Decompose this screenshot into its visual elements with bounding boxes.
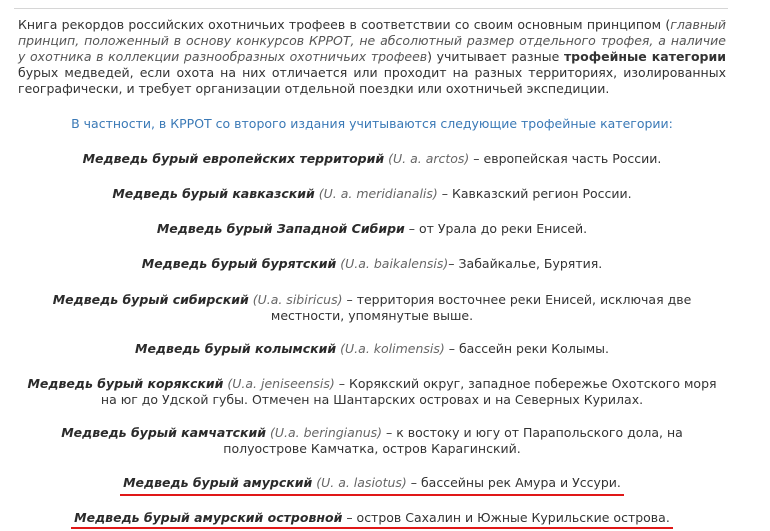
category-latin: (U.a. beringianus) <box>269 425 383 440</box>
category-item <box>18 221 726 237</box>
category-item <box>18 425 726 457</box>
category-latin: (U. a. arctos) <box>388 151 470 166</box>
intro-text-2: ) учитывает разные <box>427 49 564 64</box>
highlighted-line <box>123 475 621 491</box>
red-underline <box>71 527 673 529</box>
category-item <box>18 151 726 167</box>
category-latin: (U.a. kolimensis) <box>340 341 445 356</box>
category-desc: – бассейн реки Колымы. <box>444 341 609 356</box>
category-desc: – к востоку и югу от Парапольского дола, на полуострове Камчатка, остров Карагинский. <box>223 425 683 456</box>
intro-paragraph <box>18 17 726 97</box>
category-desc: – европейская часть России. <box>469 151 662 166</box>
intro-bold: трофейные категории <box>563 49 727 64</box>
category-name: Медведь бурый сибирский <box>52 292 249 307</box>
intro-text-1: Книга рекордов российских охотничьих трофеев в соответствии со своим основным принципом ( <box>18 17 671 32</box>
category-desc: – Забайкалье, Бурятия. <box>448 256 603 271</box>
category-name: Медведь бурый европейских территорий <box>82 151 385 166</box>
category-name: Медведь бурый камчатский <box>61 425 266 440</box>
category-desc: – остров Сахалин и Южные Курильские острова. <box>342 510 670 525</box>
category-desc: – Корякский округ, западное побережье Охотского моря на юг до Удской губы. Отмечен на Шантарских островах и на Северных Курилах. <box>100 376 717 407</box>
category-name: Медведь бурый Западной Сибири <box>156 221 405 236</box>
category-desc: – территория восточнее реки Енисей, исключая две местности, упомянутые выше. <box>270 292 692 323</box>
category-desc: – Кавказский регион России. <box>437 186 632 201</box>
category-latin: (U.a. jeniseensis) <box>227 376 335 391</box>
category-name: Медведь бурый кавказский <box>112 186 315 201</box>
top-divider <box>14 8 728 9</box>
category-name: Медведь бурый бурятский <box>141 256 337 271</box>
category-desc: – бассейны рек Амура и Уссури. <box>406 475 621 490</box>
category-item <box>18 292 726 324</box>
intro-text-3: бурых медведей, если охота на них отличается или проходит на разных территориях, изолированных географически, и требует организации отдельной поездки или охотничьей экспедиции. <box>18 65 726 96</box>
category-latin: (U. a. lasiotus) <box>316 475 407 490</box>
category-name: Медведь бурый колымский <box>135 341 337 356</box>
category-latin: (U.a. sibiricus) <box>252 292 343 307</box>
categories-lead: В частности, в КРРОТ со второго издания учитываются следующие трофейные категории: <box>71 116 673 131</box>
category-item <box>18 256 726 272</box>
intro-italic: главный принцип, положенный в основу конкурсов КРРОТ, не абсолютный размер отдельного трофея, а наличие у охотника в коллекции разнообразных охотничьих трофеев <box>18 17 726 64</box>
category-item-highlighted <box>18 510 726 526</box>
category-name: Медведь бурый амурский островной <box>74 510 343 525</box>
red-underline <box>120 494 624 496</box>
category-desc: – от Урала до реки Енисей. <box>404 221 588 236</box>
category-name: Медведь бурый корякский <box>27 376 224 391</box>
category-item <box>18 341 726 357</box>
category-item <box>18 376 726 408</box>
category-item-highlighted <box>18 475 726 491</box>
category-name: Медведь бурый амурский <box>123 475 313 490</box>
highlighted-line <box>74 510 670 526</box>
category-latin: (U. a. meridianalis) <box>318 186 438 201</box>
category-latin: (U.a. baikalensis) <box>340 256 449 271</box>
category-item <box>18 186 726 202</box>
